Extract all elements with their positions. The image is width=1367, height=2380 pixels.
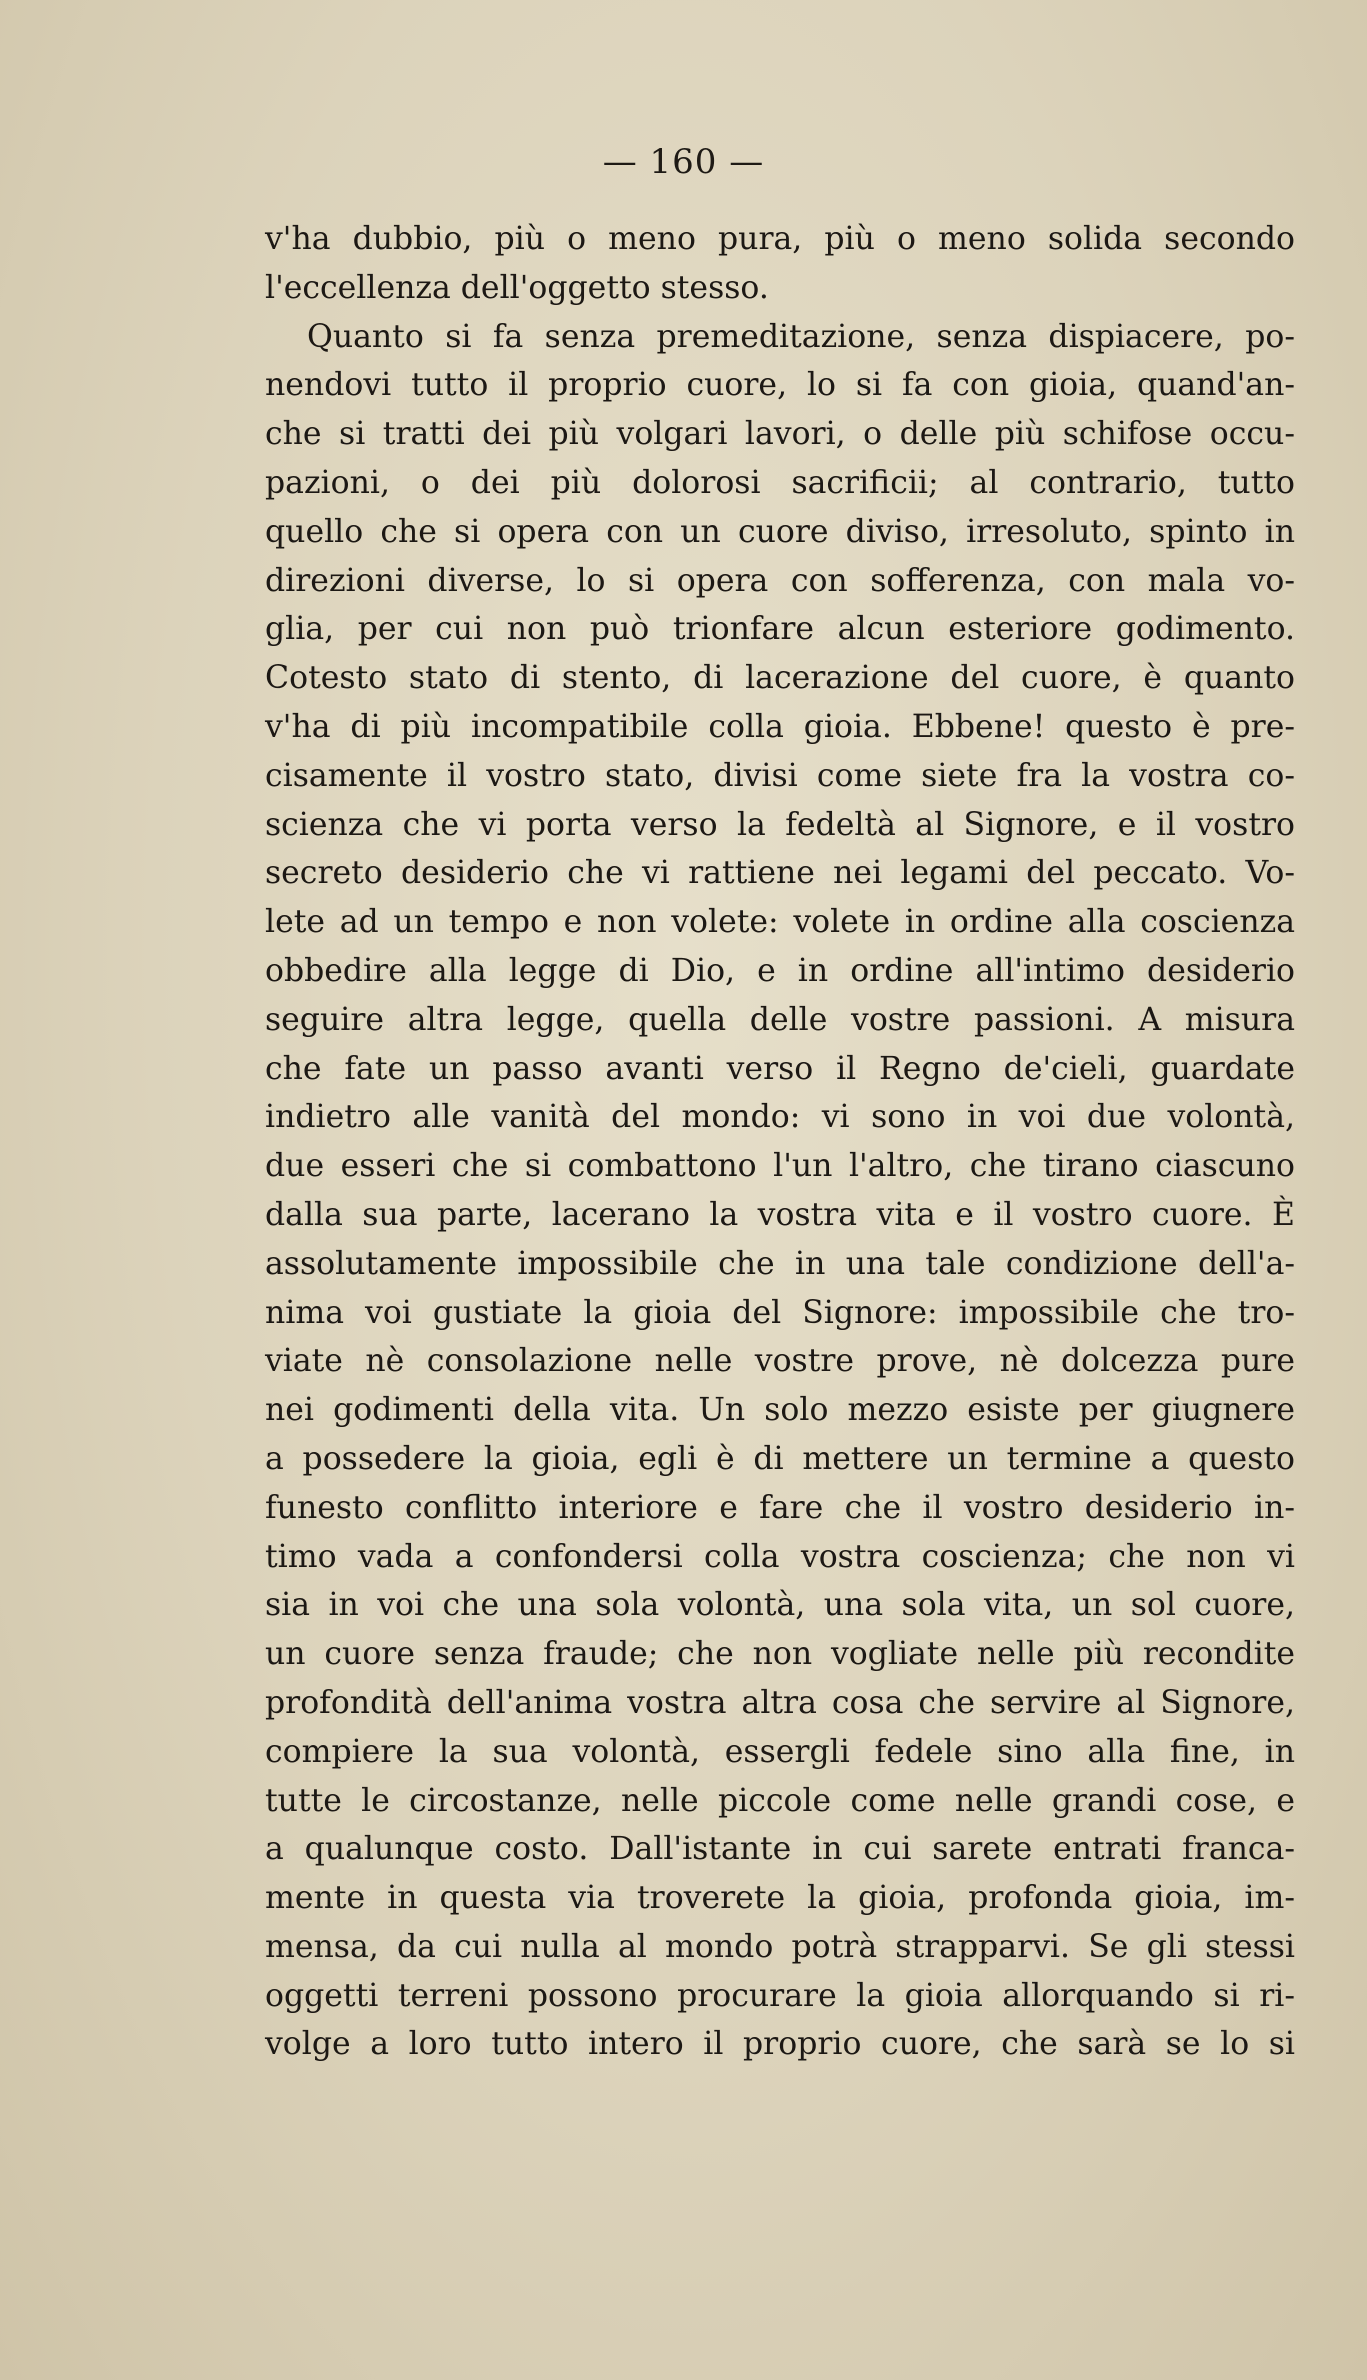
text-line: oggetti terreni possono procurare la gioia allorquando si ri-	[265, 1977, 1295, 2014]
text-line: quello che si opera con un cuore diviso, irresoluto, spinto in	[265, 513, 1295, 550]
text-line: seguire altra legge, quella delle vostre passioni. A misura	[265, 1001, 1295, 1038]
text-line: direzioni diverse, lo si opera con sofferenza, con mala vo-	[265, 562, 1295, 599]
text-line: a possedere la gioia, egli è di mettere un termine a questo	[265, 1440, 1295, 1477]
text-line: un cuore senza fraude; che non vogliate nelle più recondite	[265, 1636, 1295, 1673]
text-line: a qualunque costo. Dall'istante in cui sarete entrati franca-	[265, 1831, 1295, 1868]
text-line: Quanto si fa senza premeditazione, senza dispiacere, po-	[307, 318, 1295, 355]
text-line: mente in questa via troverete la gioia, profonda gioia, im-	[265, 1880, 1295, 1917]
text-line: secreto desiderio che vi rattiene nei legami del peccato. Vo-	[265, 855, 1295, 892]
text-line: funesto conflitto interiore e fare che il vostro desiderio in-	[265, 1489, 1295, 1526]
text-line: cisamente il vostro stato, divisi come siete fra la vostra co-	[265, 757, 1295, 794]
text-line: assolutamente impossibile che in una tale condizione dell'a-	[265, 1245, 1295, 1282]
text-line: nima voi gustiate la gioia del Signore: impossibile che tro-	[265, 1294, 1295, 1331]
text-line: profondità dell'anima vostra altra cosa che servire al Signore,	[265, 1684, 1295, 1721]
text-line: v'ha dubbio, più o meno pura, più o meno solida secondo	[265, 221, 1295, 257]
page-number: — 160 —	[602, 142, 765, 182]
text-line: compiere la sua volontà, essergli fedele sino alla fine, in	[265, 1733, 1295, 1770]
text-line: nei godimenti della vita. Un solo mezzo esiste per giugnere	[265, 1392, 1295, 1429]
text-line: nendovi tutto il proprio cuore, lo si fa con gioia, quand'an-	[265, 367, 1295, 404]
text-line: pazioni, o dei più dolorosi sacrificii; al contrario, tutto	[265, 464, 1295, 501]
body-text	[265, 215, 1295, 2069]
text-line: volge a loro tutto intero il proprio cuore, che sarà se lo si	[265, 2026, 1295, 2063]
text-line: indietro alle vanità del mondo: vi sono in voi due volontà,	[265, 1099, 1295, 1136]
text-line: scienza che vi porta verso la fedeltà al Signore, e il vostro	[265, 806, 1295, 843]
text-line: Cotesto stato di stento, di lacerazione del cuore, è quanto	[265, 660, 1295, 697]
text-line: sia in voi che una sola volontà, una sola vita, un sol cuore,	[265, 1587, 1295, 1624]
text-line: due esseri che si combattono l'un l'altro, che tirano ciascuno	[265, 1148, 1295, 1185]
text-line: dalla sua parte, lacerano la vostra vita e il vostro cuore. È	[265, 1196, 1295, 1233]
text-line: v'ha di più incompatibile colla gioia. Ebbene! questo è pre-	[265, 708, 1295, 745]
text-line: obbedire alla legge di Dio, e in ordine all'intimo desiderio	[265, 952, 1295, 989]
text-line: timo vada a confondersi colla vostra coscienza; che non vi	[265, 1538, 1295, 1575]
text-line: viate nè consolazione nelle vostre prove, nè dolcezza pure	[265, 1343, 1295, 1380]
text-line: che fate un passo avanti verso il Regno de'cieli, guardate	[265, 1050, 1295, 1087]
text-line: lete ad un tempo e non volete: volete in ordine alla coscienza	[265, 904, 1295, 941]
text-line: che si tratti dei più volgari lavori, o delle più schifose occu-	[265, 416, 1295, 453]
text-line: mensa, da cui nulla al mondo potrà strapparvi. Se gli stessi	[265, 1928, 1295, 1965]
text-line: l'eccellenza dell'oggetto stesso.	[265, 269, 769, 306]
text-line: tutte le circostanze, nelle piccole come nelle grandi cose, e	[265, 1782, 1295, 1819]
text-line: glia, per cui non può trionfare alcun esteriore godimento.	[265, 611, 1295, 648]
